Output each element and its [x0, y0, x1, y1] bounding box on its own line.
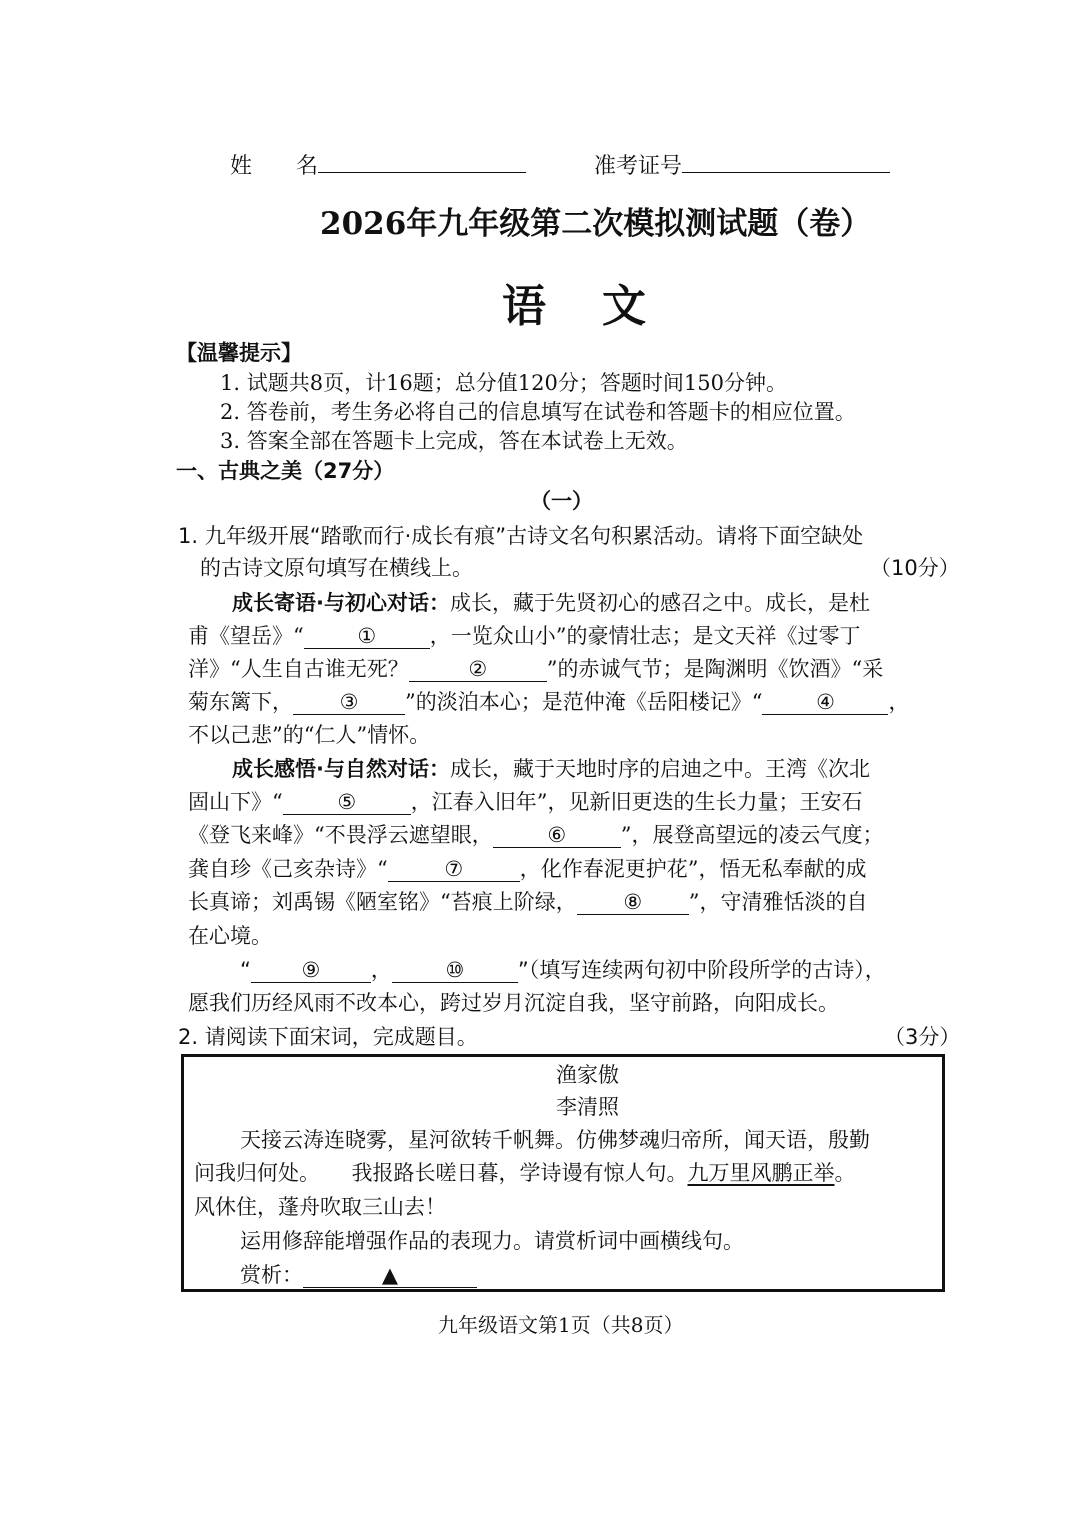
- q1-p1-line5: 不以己悲”的“仁人”情怀。: [188, 723, 431, 747]
- p1-lead: 成长寄语·与初心对话：: [232, 591, 450, 615]
- blank-6-label: ⑥: [547, 823, 567, 847]
- blank-3-label: ③: [339, 690, 359, 714]
- q1-p1-line4: [188, 687, 909, 717]
- blank-5: [283, 790, 411, 815]
- blank-2-label: ②: [468, 657, 488, 681]
- blank-1-label: ①: [357, 624, 377, 648]
- p3-open-quote: “: [240, 958, 251, 982]
- p1-text-1: 成长，藏于先贤初心的感召之中。成长，是杜: [449, 591, 870, 615]
- triangle-icon: ▲: [381, 1263, 399, 1287]
- p2-text-5b: ”，守清雅恬淡的自: [688, 890, 868, 914]
- q1-p2-line1: [232, 754, 870, 784]
- subject-title: 语 文: [502, 281, 652, 332]
- p1-text-3b: ”的赤诚气节；是陶渊明《饮酒》“采: [546, 657, 884, 681]
- p1-text-3a: 洋》“人生自古谁无死？: [188, 657, 409, 681]
- tip-1: 1. 试题共8页，计16题；总分值120分；答题时间150分钟。: [220, 371, 787, 395]
- p1-text-4b: ”的淡泊本心；是范仲淹《岳阳楼记》“: [405, 690, 763, 714]
- q2-line: 2. 请阅读下面宋词，完成题目。: [178, 1025, 478, 1049]
- blank-4-label: ④: [816, 690, 835, 714]
- p2-text-2b: ，江春入旧年”，见新旧更迭的生长力量；王安石: [410, 790, 863, 814]
- blank-6: [493, 823, 621, 848]
- blank-4: [762, 690, 888, 715]
- blank-10: [392, 958, 518, 983]
- q1-p2-line4: [188, 854, 866, 884]
- blank-7: [388, 857, 520, 882]
- name-blank: [318, 148, 526, 173]
- q1-p2-line6: 在心境。: [188, 924, 272, 948]
- id-blank: [682, 148, 890, 173]
- name-label: 姓 名: [230, 154, 319, 179]
- q1-p3-line1: [240, 955, 886, 985]
- poem-line-2a: 问我归何处。 我报路长嗟日暮，学诗谩有惊人句。: [194, 1161, 688, 1185]
- blank-9: [251, 958, 371, 983]
- poem-line-3: 风休住，蓬舟吹取三山去！: [194, 1195, 446, 1219]
- poem-line-1: 天接云涛连晓雾，星河欲转千帆舞。仿佛梦魂归帝所，闻天语，殷勤: [240, 1128, 870, 1152]
- blank-3: [293, 690, 405, 715]
- blank-10-label: ⑩: [445, 958, 465, 982]
- tip-3: 3. 答案全部在答题卡上完成，答在本试卷上无效。: [220, 429, 688, 453]
- blank-1: [304, 624, 430, 649]
- p2-text-2a: 固山下》“: [188, 790, 283, 814]
- underlined-sentence: 九万里风鹏正举: [687, 1161, 835, 1185]
- p3-comma: ，: [370, 958, 392, 982]
- p1-text-4c: ，: [888, 690, 910, 714]
- blank-8: [577, 890, 689, 915]
- q1-p2-line5: [188, 887, 867, 917]
- q2-score: （3分）: [884, 1025, 961, 1049]
- q1-score: （10分）: [870, 556, 960, 580]
- blank-5-label: ⑤: [337, 790, 357, 814]
- p2-text-5a: 长真谛；刘禹锡《陋室铭》“苔痕上阶绿，: [188, 890, 577, 914]
- q1-p1-line1: [232, 588, 870, 618]
- q1-line2: 的古诗文原句填写在横线上。: [200, 556, 473, 580]
- exam-title: 2026年九年级第二次模拟测试题（卷）: [320, 206, 872, 242]
- blank-9-label: ⑨: [301, 958, 321, 982]
- poem-line-2b: 。: [834, 1161, 856, 1185]
- p1-text-2b: ，一览众山小”的豪情壮志；是文天祥《过零丁: [429, 624, 861, 648]
- q1-p2-line3: [188, 820, 884, 850]
- p2-text-4b: ，化作春泥更护花”，悟无私奉献的成: [519, 857, 867, 881]
- blank-7-label: ⑦: [444, 857, 464, 881]
- tips-heading: 【温馨提示】: [176, 341, 302, 365]
- p2-text-1: 成长，藏于天地时序的启迪之中。王湾《次北: [449, 757, 870, 781]
- p1-text-4a: 菊东篱下，: [188, 690, 293, 714]
- q2-task: 运用修辞能增强作品的表现力。请赏析词中画横线句。: [240, 1229, 744, 1253]
- p2-text-3a: 《登飞来峰》“不畏浮云遮望眼，: [188, 823, 493, 847]
- answer-row: [240, 1260, 477, 1290]
- q1-p3-line2: 愿我们历经风雨不改本心，跨过岁月沉淀自我，坚守前路，向阳成长。: [188, 991, 839, 1015]
- q1-p1-line2: [188, 621, 860, 651]
- p1-text-2a: 甫《望岳》“: [188, 624, 304, 648]
- q1-p2-line2: [188, 787, 862, 817]
- q1-p1-line3: [188, 654, 883, 684]
- poem-title: 渔家傲: [556, 1063, 619, 1087]
- page-footer: 九年级语文第1页（共8页）: [438, 1313, 684, 1337]
- p2-text-4a: 龚自珍《己亥杂诗》“: [188, 857, 388, 881]
- answer-label: 赏析：: [240, 1263, 303, 1287]
- p3-text: ”（填写连续两句初中阶段所学的古诗），: [517, 958, 886, 982]
- tip-2: 2. 答卷前，考生务必将自己的信息填写在试卷和答题卡的相应位置。: [220, 400, 856, 424]
- id-row: [594, 148, 890, 182]
- answer-blank: [303, 1263, 477, 1288]
- blank-8-label: ⑧: [623, 890, 643, 914]
- section-heading: 一、古典之美（27分）: [176, 459, 395, 483]
- poem-author: 李清照: [556, 1095, 619, 1119]
- q1-line1: 1. 九年级开展“踏歌而行·成长有痕”古诗文名句积累活动。请将下面空缺处: [178, 524, 864, 548]
- name-row: [230, 148, 526, 182]
- blank-2: [409, 657, 547, 682]
- p2-lead: 成长感悟·与自然对话：: [232, 757, 450, 781]
- section-sub: （一）: [530, 489, 593, 513]
- p2-text-3b: ”，展登高望远的凌云气度；: [620, 823, 884, 847]
- poem-line-2: [194, 1158, 856, 1188]
- id-label: 准考证号: [594, 154, 683, 179]
